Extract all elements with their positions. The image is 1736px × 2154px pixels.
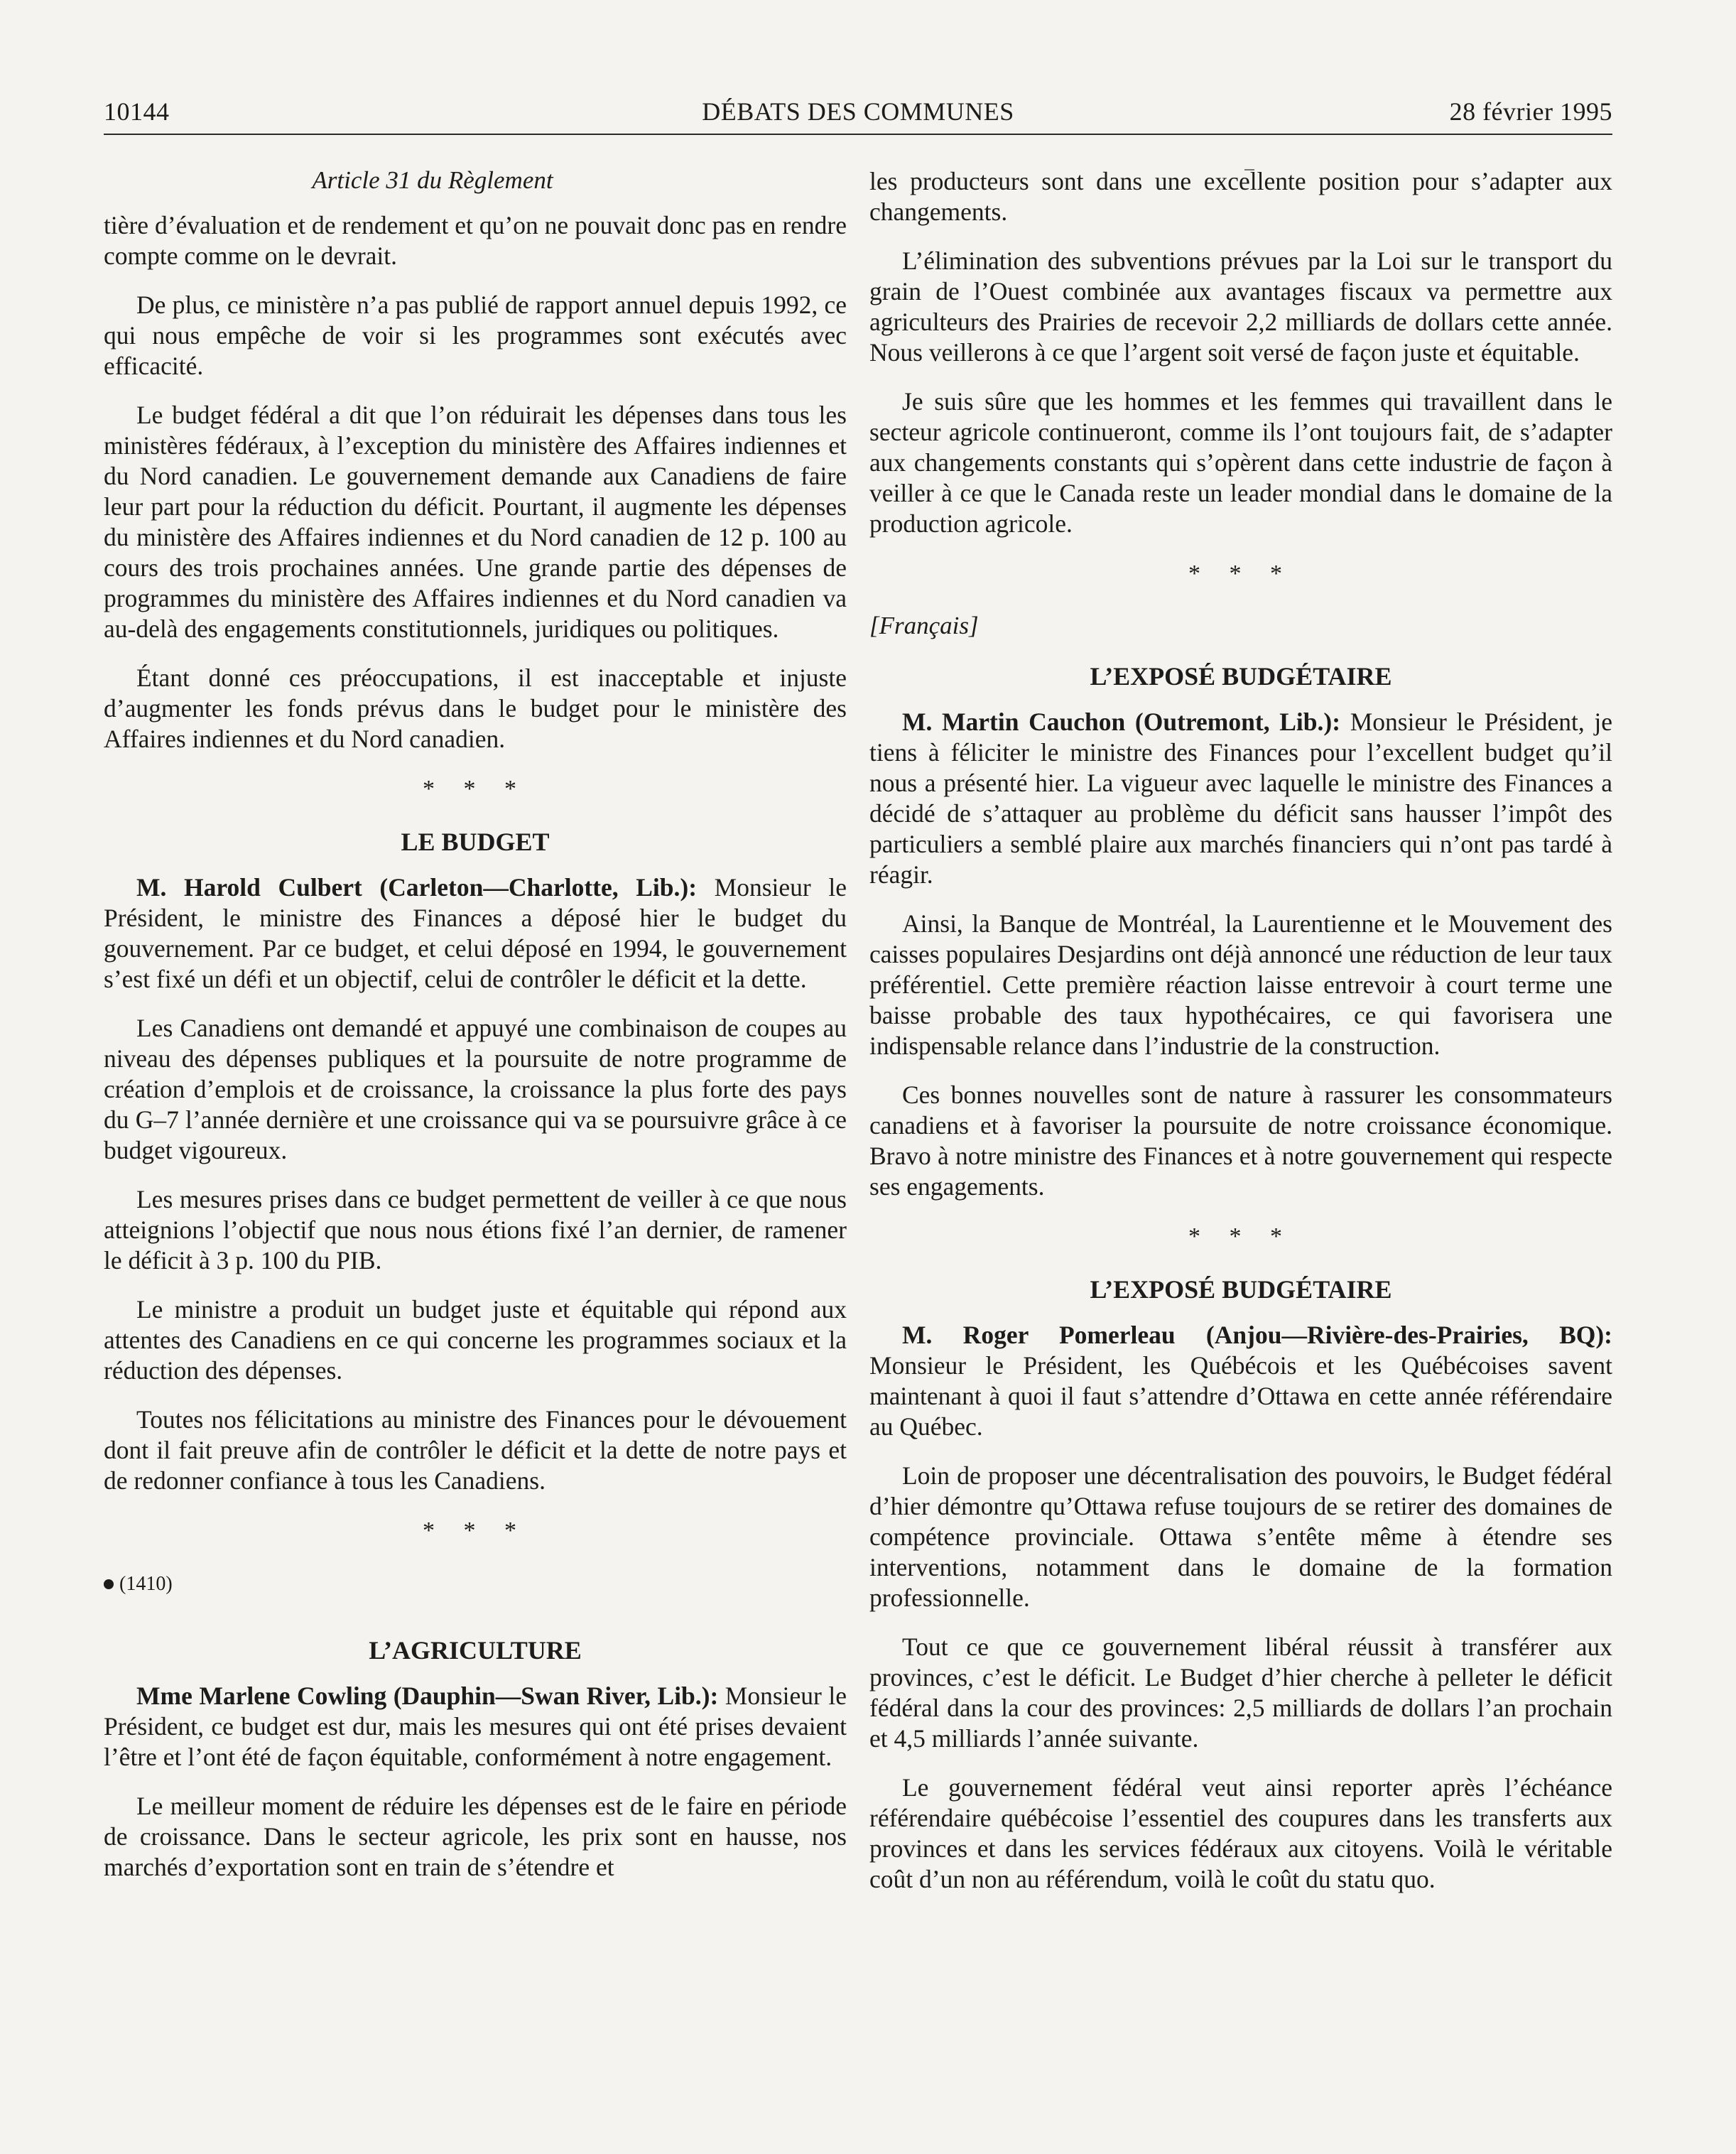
time-marker-text: (1410) bbox=[119, 1573, 173, 1595]
right-column bbox=[869, 162, 1612, 1913]
section-separator: * * * bbox=[423, 1517, 528, 1544]
left-column bbox=[104, 162, 847, 1913]
speech-text: Monsieur le Président, le ministre des Finances a déposé hier le budget du gouvernement. Par ce budget, et celui déposé en 1994, le gouvernement s’est fixé un défi et un objectif, celui de contrôler le déficit et la dette. bbox=[104, 873, 847, 993]
publication-date: 28 février 1995 bbox=[1449, 97, 1612, 126]
two-column-body bbox=[104, 162, 1612, 1913]
speech-text: Monsieur le Président, je tiens à féliciter le ministre des Finances pour l’excellent budget qu’il nous a présenté hier. La vigueur avec laquelle le ministre des Finances a décidé de s’attaquer au problème du déficit sans hausser l’impôt des particuliers a semblé plaire aux marchés financiers qui n’ont pas tardé à réagir. bbox=[869, 708, 1613, 889]
paragraph: les producteurs sont dans une excellente position pour s’adapter aux changements. bbox=[869, 167, 1612, 226]
paragraph: Le budget fédéral a dit que l’on réduirait les dépenses dans tous les ministères fédéraux, à l’exception du ministère des Affaires indiennes et du Nord canadien. Le gouvernement demande aux Canadiens de faire leur part pour la réduction du déficit. Pourtant, il augmente les dépenses du ministère des Affaires indiennes et du Nord canadien de 12 p. 100 au cours des trois prochaines années. Une grande partie des dépenses de programmes du ministère des Affaires indiennes et du Nord canadien va au-delà des engagements constitutionnels, juridiques ou politiques. bbox=[104, 401, 847, 643]
speaker-name: M. Roger Pomerleau (Anjou—Rivière-des-Prairies, BQ): bbox=[902, 1321, 1612, 1349]
section-heading: L’EXPOSÉ BUDGÉTAIRE bbox=[1090, 662, 1392, 691]
speech-paragraph bbox=[104, 872, 847, 995]
paragraph: Étant donné ces préoccupations, il est inacceptable et injuste d’augmenter les fonds prévus dans le budget pour le ministère des Affaires indiennes et du Nord canadien. bbox=[104, 664, 847, 753]
time-marker bbox=[104, 1573, 847, 1596]
section-separator: * * * bbox=[1188, 1223, 1293, 1250]
speaker-name: M. Martin Cauchon (Outremont, Lib.): bbox=[902, 708, 1341, 736]
paragraph: L’élimination des subventions prévues par la Loi sur le transport du grain de l’Ouest combinée aux avantages fiscaux va permettre aux agriculteurs des Prairies de recevoir 2,2 milliards de dollars cette année. Nous veillerons à ce que l’argent soit versé de façon juste et équitable. bbox=[869, 247, 1612, 367]
page-number: 10144 bbox=[104, 97, 170, 126]
paragraph: Tout ce que ce gouvernement libéral réussit à transférer aux provinces, c’est le déficit. Le Budget d’hier cherche à pelleter le déficit fédéral dans la cour des provinces: 2,5 milliards de dollars l’an prochain et 4,5 milliards l’année suivante. bbox=[869, 1633, 1612, 1753]
speech-text: Monsieur le Président, les Québécois et les Québécoises savent maintenant à quoi il faut s’attendre d’Ottawa en cette année référendaire au Québec. bbox=[869, 1351, 1612, 1441]
paragraph: Toutes nos félicitations au ministre des Finances pour le dévouement dont il fait preuve afin de contrôler le déficit et la dette de notre pays et de redonner confiance à tous les Canadiens. bbox=[104, 1405, 847, 1495]
paragraph: Les mesures prises dans ce budget permettent de veiller à ce que nous atteignions l’objectif que nous nous étions fixé l’an dernier, de ramener le déficit à 3 p. 100 du PIB. bbox=[104, 1185, 847, 1274]
paragraph: Le ministre a produit un budget juste et équitable qui répond aux attentes des Canadiens en ce qui concerne les programmes sociaux et la réduction des dépenses. bbox=[104, 1295, 847, 1385]
language-label: [Français] bbox=[869, 612, 979, 639]
speech-text: Monsieur le Président, ce budget est dur, mais les mesures qui ont été prises devaient l’être et l’ont été de façon équitable, conformément à notre engagement. bbox=[104, 1682, 847, 1771]
paragraph: Ainsi, la Banque de Montréal, la Laurentienne et le Mouvement des caisses populaires Desjardins ont déjà annoncé une réduction de leur taux préférentiel. Cette première réaction laisse entrevoir à court terme une baisse probable des taux hypothécaires, ce qui favorisera une indispensable relance dans l’industrie de la construction. bbox=[869, 909, 1612, 1060]
hansard-page bbox=[104, 91, 1612, 2109]
section-separator: * * * bbox=[423, 776, 528, 802]
section-separator: * * * bbox=[1188, 561, 1293, 587]
paragraph: Loin de proposer une décentralisation des pouvoirs, le Budget fédéral d’hier démontre qu’Ottawa refuse toujours de se retirer des domaines de compétence provinciale. Ottawa s’entête même à étendre ses interventions, notamment dans le domaine de la formation professionnelle. bbox=[869, 1461, 1612, 1612]
section-heading: L’AGRICULTURE bbox=[369, 1636, 582, 1665]
paragraph: Je suis sûre que les hommes et les femmes qui travaillent dans le secteur agricole continueront, comme ils l’ont toujours fait, de s’adapter aux changements constants qui s’opèrent dans cette industrie de façon à veiller à ce que le Canada reste un leader mondial dans le domaine de la production agricole. bbox=[869, 387, 1612, 538]
speech-paragraph bbox=[104, 1681, 847, 1773]
paragraph: Le meilleur moment de réduire les dépenses est de le faire en période de croissance. Dans le secteur agricole, les prix sont en hausse, nos marchés d’exportation sont en train de s’étendre et bbox=[104, 1792, 847, 1881]
speaker-name: Mme Marlene Cowling (Dauphin—Swan River, Lib.): bbox=[136, 1682, 719, 1710]
bullet-icon bbox=[104, 1579, 114, 1589]
speaker-name: M. Harold Culbert (Carleton—Charlotte, Lib.): bbox=[136, 873, 698, 902]
paragraph: Les Canadiens ont demandé et appuyé une combinaison de coupes au niveau des dépenses publiques et la poursuite de notre programme de création d’emplois et de croissance, la croissance la plus forte des pays du G–7 l’année dernière et une croissance qui va se poursuivre grâce à ce budget vigoureux. bbox=[104, 1014, 847, 1164]
section-heading: L’EXPOSÉ BUDGÉTAIRE bbox=[1090, 1275, 1392, 1304]
page-header bbox=[104, 91, 1612, 135]
publication-title: DÉBATS DES COMMUNES bbox=[702, 97, 1014, 126]
paragraph: De plus, ce ministère n’a pas publié de rapport annuel depuis 1992, ce qui nous empêche de voir si les programmes sont exécutés avec efficacité. bbox=[104, 291, 847, 380]
standing-order-label: Article 31 du Règlement bbox=[312, 166, 553, 194]
speech-paragraph bbox=[869, 707, 1612, 890]
paragraph: Ces bonnes nouvelles sont de nature à rassurer les consommateurs canadiens et à favoriser la poursuite de notre croissance économique. Bravo à notre ministre des Finances et à notre gouvernement qui respecte ses engagements. bbox=[869, 1081, 1612, 1201]
section-heading: LE BUDGET bbox=[401, 828, 550, 856]
speech-paragraph bbox=[869, 1320, 1612, 1442]
paragraph: Le gouvernement fédéral veut ainsi reporter après l’échéance référendaire québécoise l’essentiel des coupures dans les transferts aux provinces et dans les services fédéraux aux citoyens. Voilà le véritable coût d’un non au référendum, voilà le coût du statu quo. bbox=[869, 1773, 1612, 1893]
paragraph: tière d’évaluation et de rendement et qu’on ne pouvait donc pas en rendre compte comme on le devrait. bbox=[104, 211, 847, 270]
